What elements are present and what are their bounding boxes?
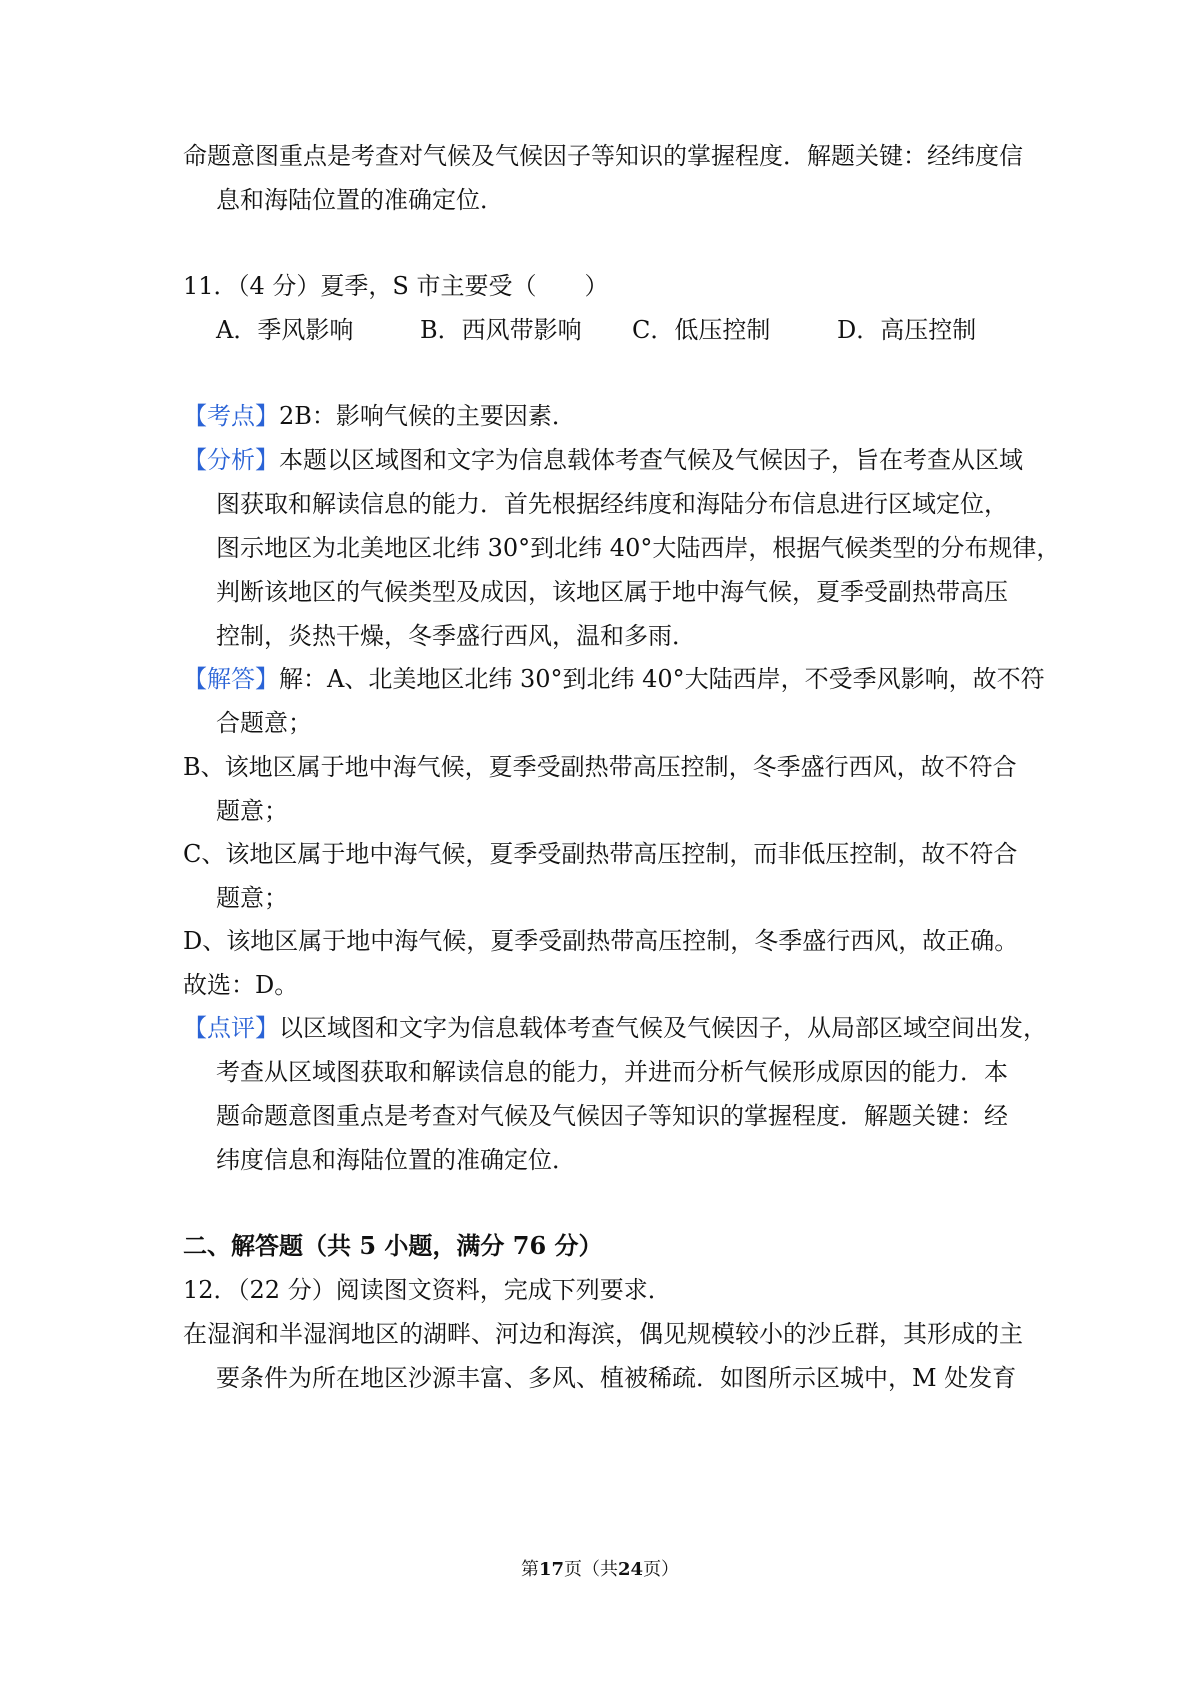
fenxi-line-3: 图示地区为北美地区北纬 30°到北纬 40°大陆西岸，根据气候类型的分布规律，: [216, 534, 1061, 562]
question-12-line-2: 要条件为所在地区沙源丰富、多风、植被稀疏．如图所示区城中，M 处发育: [216, 1364, 1017, 1392]
footer-prefix: 第: [520, 1559, 539, 1580]
question-11-stem: 11．（4 分）夏季，S 市主要受（ ）: [183, 272, 609, 300]
fenxi-line-1: [183, 443, 1043, 477]
dianping-line-1: [183, 1011, 1047, 1045]
jieda-line-2: 合题意；: [216, 709, 312, 737]
footer-suffix: 页）: [643, 1559, 680, 1580]
dianping-text-1: 以区域图和文字为信息载体考查气候及气候因子，从局部区域空间出发，: [279, 1014, 1047, 1042]
answer-d-line: D、该地区属于地中海气候，夏季受副热带高压控制，冬季盛行西风，故正确。: [183, 927, 1019, 955]
section-heading: 二、解答题（共 5 小题，满分 76 分）: [183, 1231, 603, 1260]
kaodian-tag: 【考点】: [183, 402, 279, 430]
intro-line-2: 息和海陆位置的准确定位．: [216, 186, 504, 214]
fenxi-tag: 【分析】: [183, 446, 279, 474]
total-page-number: 24: [618, 1559, 644, 1580]
kaodian-line: [183, 399, 1043, 433]
answer-b-line-1: B、该地区属于地中海气候，夏季受副热带高压控制，冬季盛行西风，故不符合: [183, 753, 1017, 781]
fenxi-line-4: 判断该地区的气候类型及成因，该地区属于地中海气候，夏季受副热带高压: [216, 578, 1008, 606]
footer-middle: 页（共: [564, 1559, 618, 1580]
intro-line-1: 命题意图重点是考查对气候及气候因子等知识的掌握程度．解题关键：经纬度信: [183, 142, 1023, 170]
option-c: C．低压控制: [632, 316, 771, 344]
answer-c-line-2: 题意；: [216, 884, 288, 912]
dianping-line-2: 考查从区域图获取和解读信息的能力，并进而分析气候形成原因的能力．本: [216, 1058, 1008, 1086]
option-b: B．西风带影响: [420, 316, 582, 344]
jieda-tag: 【解答】: [183, 665, 279, 693]
fenxi-line-5: 控制，炎热干燥，冬季盛行西风，温和多雨．: [216, 622, 696, 650]
fenxi-line-2: 图获取和解读信息的能力．首先根据经纬度和海陆分布信息进行区域定位，: [216, 490, 1008, 518]
jieda-line-1: [183, 662, 1043, 696]
question-12-line-1: 在湿润和半湿润地区的湖畔、河边和海滨，偶见规模较小的沙丘群，其形成的主: [183, 1320, 1023, 1348]
page-footer: [0, 1558, 1200, 1582]
final-answer: 故选：D。: [183, 971, 299, 999]
dianping-line-3: 题命题意图重点是考查对气候及气候因子等知识的掌握程度．解题关键：经: [216, 1102, 1008, 1130]
kaodian-text: 2B：影响气候的主要因素．: [279, 402, 576, 430]
fenxi-text-1: 本题以区域图和文字为信息载体考查气候及气候因子，旨在考查从区域: [279, 446, 1023, 474]
answer-b-line-2: 题意；: [216, 797, 288, 825]
dianping-line-4: 纬度信息和海陆位置的准确定位．: [216, 1146, 576, 1174]
option-d: D．高压控制: [837, 316, 977, 344]
option-a: A．季风影响: [216, 316, 354, 344]
question-11-options: [216, 313, 1076, 347]
jieda-text-1: 解：A、北美地区北纬 30°到北纬 40°大陆西岸，不受季风影响，故不符: [279, 665, 1045, 693]
question-12-stem: 12．（22 分）阅读图文资料，完成下列要求．: [183, 1276, 672, 1304]
answer-c-line-1: C、该地区属于地中海气候，夏季受副热带高压控制，而非低压控制，故不符合: [183, 840, 1018, 868]
dianping-tag: 【点评】: [183, 1014, 279, 1042]
current-page-number: 17: [538, 1559, 564, 1580]
